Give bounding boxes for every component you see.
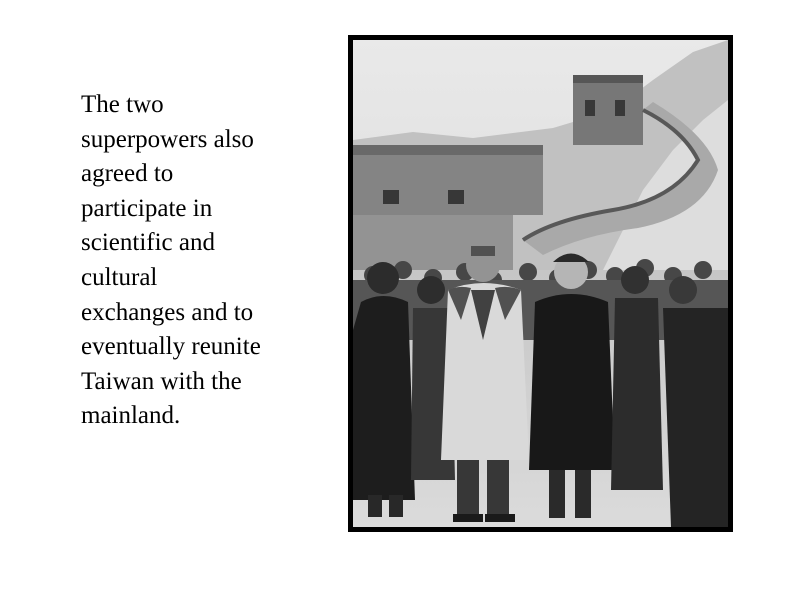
text-line-7: exchanges and to (81, 298, 254, 326)
text-line-5: scientific and (81, 229, 215, 257)
text-line-6: cultural (81, 263, 158, 291)
photo-frame (348, 35, 733, 532)
text-line-2: superpowers also (81, 125, 254, 153)
text-line-10: mainland. (81, 402, 181, 430)
slide-body-text (81, 88, 321, 434)
great-wall-photo (353, 40, 728, 527)
text-line-9: Taiwan with the (81, 367, 242, 395)
text-line-8: eventually reunite (81, 333, 261, 361)
text-line-1: The two (81, 91, 164, 118)
text-line-4: participate in (81, 194, 213, 222)
text-line-3: agreed to (81, 160, 174, 188)
